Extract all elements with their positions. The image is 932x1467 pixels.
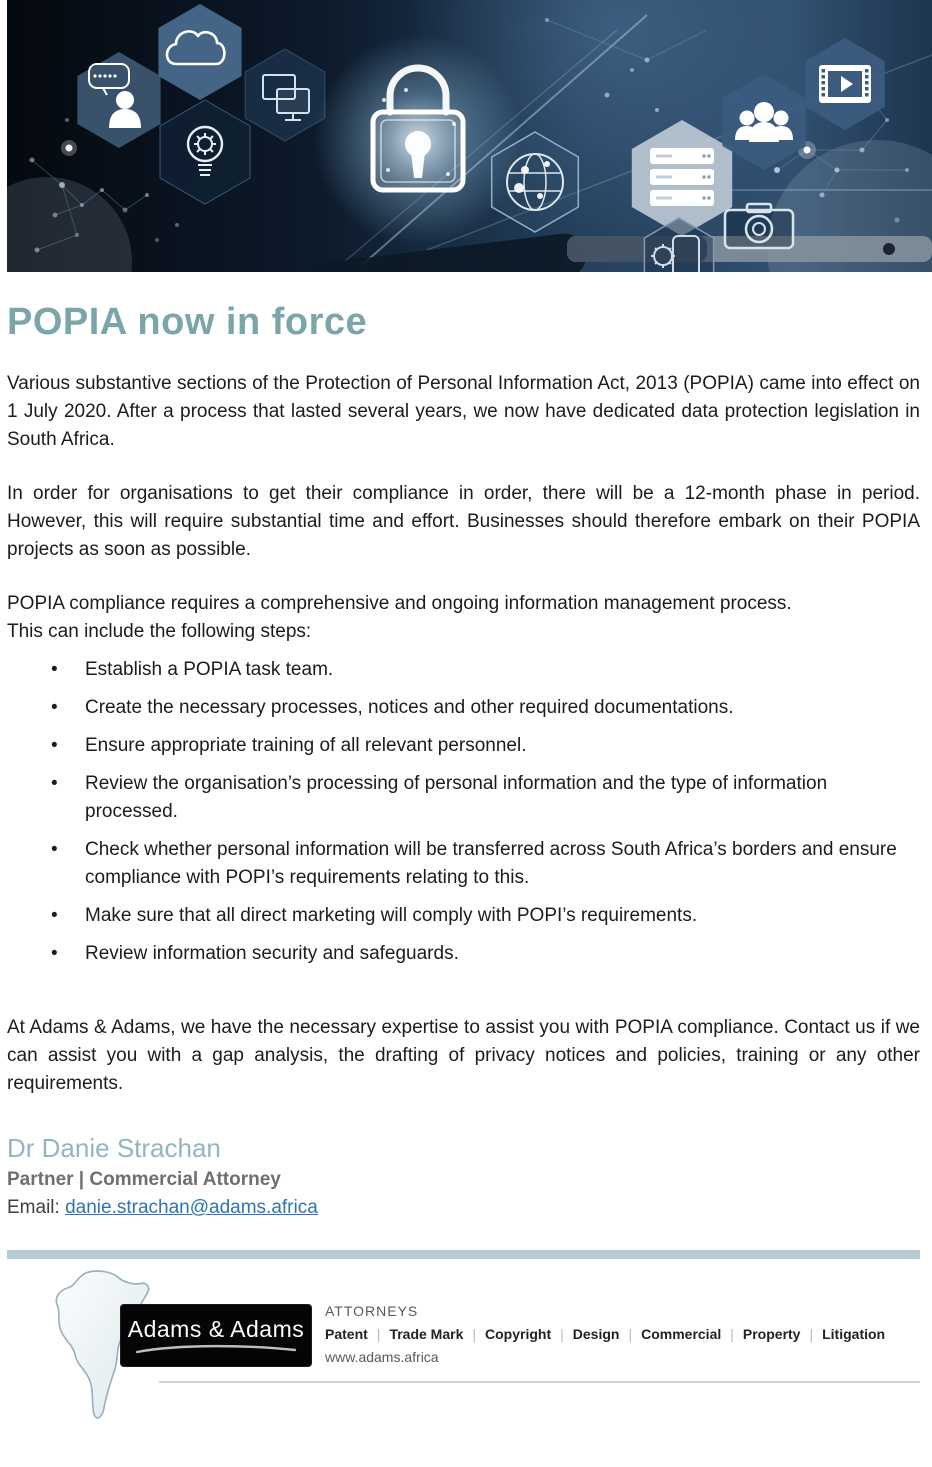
list-item-text: Establish a POPIA task team. xyxy=(85,659,334,680)
list-item xyxy=(85,836,920,892)
list-item-text: Ensure appropriate training of all relevant personnel. xyxy=(85,735,527,756)
list-item xyxy=(85,902,920,930)
contact-name: Dr Danie Strachan xyxy=(7,1133,221,1163)
banner-illustration xyxy=(7,0,932,272)
logo-text: Adams & Adams xyxy=(127,1315,305,1342)
contact-block xyxy=(7,1132,920,1222)
pipe-separator: | xyxy=(809,1326,814,1342)
footer-rule xyxy=(159,1381,920,1383)
contact-email-line xyxy=(7,1194,920,1222)
practice-area: Trade Mark xyxy=(389,1326,464,1342)
list-item-text: Check whether personal information will be transferred across South Africa’s borders and ensure compliance with POPI’s requirements relating to this. xyxy=(85,839,897,888)
steps-intro: This can include the following steps: xyxy=(7,621,312,642)
logo-swoosh xyxy=(134,1343,298,1355)
email-label: Email: xyxy=(7,1197,66,1218)
list-item xyxy=(85,732,920,760)
pipe-separator: | xyxy=(376,1326,381,1342)
camera-icon xyxy=(725,204,793,248)
list-item xyxy=(85,694,920,722)
practice-area: Design xyxy=(572,1326,620,1342)
practice-area: Copyright xyxy=(485,1326,552,1342)
attorneys-label: ATTORNEYS xyxy=(325,1303,419,1319)
practice-area: Patent xyxy=(325,1326,368,1342)
list-item-text: Review the organisation’s processing of personal information and the type of information processed. xyxy=(85,773,828,822)
article-body xyxy=(7,370,920,1222)
paragraph-closing: At Adams & Adams, we have the necessary expertise to assist you with POPIA compliance. Contact us if we can assist you with a gap analysis, the drafting of privacy notices and policies, training or any other requirements. xyxy=(7,1017,920,1094)
practice-area: Property xyxy=(742,1326,801,1342)
list-item xyxy=(85,656,920,684)
paragraph-process-text: POPIA compliance requires a comprehensive and ongoing information management process. xyxy=(7,593,792,614)
list-item-text: Create the necessary processes, notices and other required documentations. xyxy=(85,697,734,718)
page-title: POPIA now in force xyxy=(7,301,368,343)
adams-adams-logo xyxy=(121,1305,311,1366)
pipe-separator: | xyxy=(628,1326,633,1342)
pipe-separator: | xyxy=(472,1326,477,1342)
list-item-text: Review information security and safeguards. xyxy=(85,943,459,964)
list-item xyxy=(85,940,920,968)
practice-area: Litigation xyxy=(822,1326,886,1342)
section-divider xyxy=(7,1250,920,1259)
list-item xyxy=(85,770,920,826)
paragraph-intro: Various substantive sections of the Protection of Personal Information Act, 2013 (POPIA) came into effect on 1 July 2020. After a process that lasted several years, we now have dedicated data protection legislation in South Africa. xyxy=(7,373,920,450)
paragraph-process xyxy=(7,590,920,646)
list-item-text: Make sure that all direct marketing will comply with POPI’s requirements. xyxy=(85,905,698,926)
firm-info xyxy=(325,1301,885,1367)
practice-area: Commercial xyxy=(641,1326,722,1342)
paragraph-compliance-period: In order for organisations to get their compliance in order, there will be a 12-month phase in period. However, this will require substantial time and effort. Businesses should therefore embark on their POPIA projects as soon as possible. xyxy=(7,483,920,560)
website-text: www.adams.africa xyxy=(325,1349,439,1365)
pipe-separator: | xyxy=(730,1326,734,1342)
contact-role: Partner | Commercial Attorney xyxy=(7,1169,281,1190)
footer xyxy=(7,1259,932,1464)
email-link[interactable]: danie.strachan@adams.africa xyxy=(65,1197,318,1218)
banner-image xyxy=(7,0,932,272)
steps-list xyxy=(7,656,920,968)
practice-areas xyxy=(325,1323,885,1345)
padlock-icon xyxy=(313,35,523,245)
pipe-separator: | xyxy=(560,1326,564,1342)
